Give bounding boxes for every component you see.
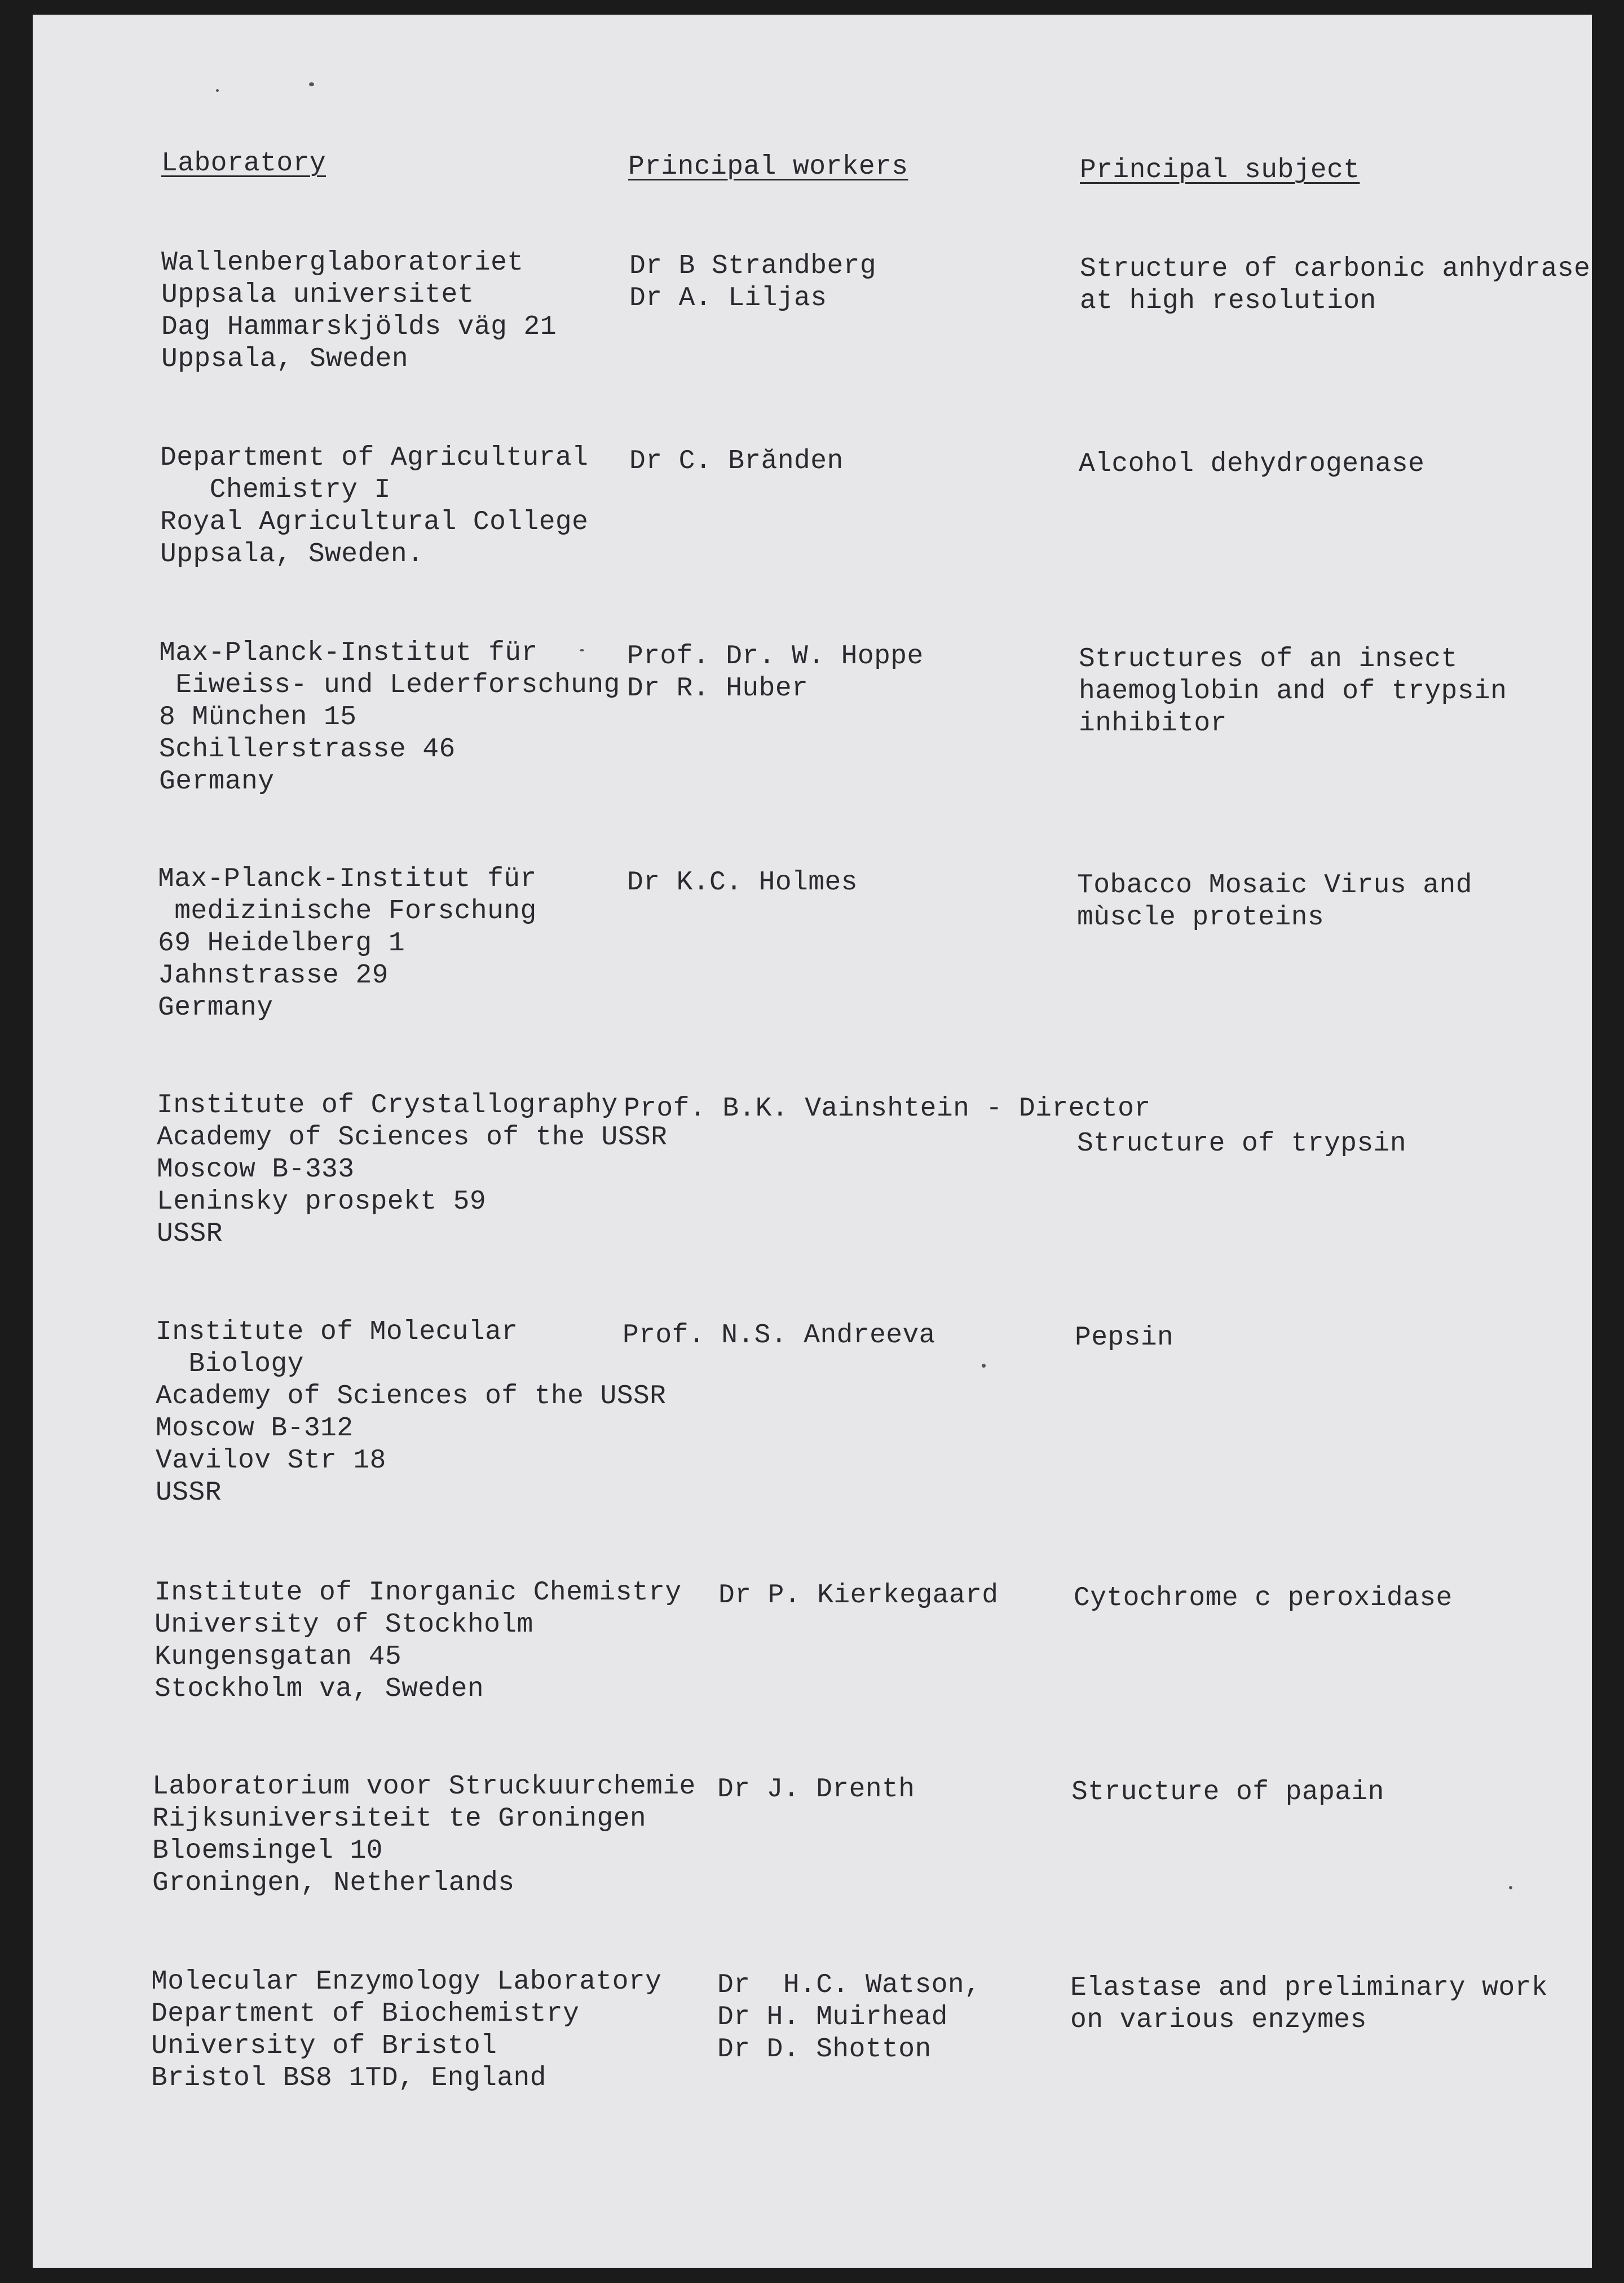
entry-subject: Structures of an insect haemoglobin and of trypsin inhibitor xyxy=(1079,644,1507,739)
entry-laboratory: Department of Agricultural Chemistry I Royal Agricultural College Uppsala, Sweden. xyxy=(160,443,589,570)
entry-workers: Dr K.C. Holmes xyxy=(627,867,858,898)
entry-laboratory: Max-Planck-Institut für medizinische Forschung 69 Heidelberg 1 Jahnstrasse 29 Germany xyxy=(158,864,537,1023)
header-laboratory: Laboratory xyxy=(161,148,326,179)
entry-subject: Cytochrome c peroxidase xyxy=(1074,1583,1453,1614)
entry-workers: Prof. Dr. W. Hoppe Dr R. Huber xyxy=(627,641,924,704)
entry-workers: Dr J. Drenth xyxy=(717,1774,915,1805)
entry-laboratory: Institute of Crystallography Academy of Sciences of the USSR Moscow B-333 Leninsky prospekt 59 USSR xyxy=(157,1090,668,1249)
entry-laboratory: Laboratorium voor Struckuurchemie Rijksuniversiteit te Groningen Bloemsingel 10 Groningen, Netherlands xyxy=(152,1771,696,1898)
entry-subject: Pepsin xyxy=(1075,1323,1174,1353)
entry-laboratory: Institute of Molecular Biology Academy of Sciences of the USSR Moscow B-312 Vavilov Str 18 USSR xyxy=(156,1317,667,1508)
entry-subject: Structure of papain xyxy=(1071,1777,1384,1808)
entry-workers: Dr P. Kierkegaard xyxy=(718,1580,999,1611)
entry-workers: Prof. N.S. Andreeva xyxy=(623,1320,935,1351)
paper-speck xyxy=(1509,1886,1512,1889)
entry-workers: Dr B Strandberg Dr A. Liljas xyxy=(629,251,877,314)
entry-workers: Dr C. Brănden xyxy=(629,446,844,477)
paper-speck xyxy=(982,1364,986,1368)
paper-speck xyxy=(216,89,219,92)
header-principal-subject: Principal subject xyxy=(1080,155,1360,186)
paper-speck xyxy=(309,82,314,86)
entry-workers: Dr H.C. Watson, Dr H. Muirhead Dr D. Shotton xyxy=(717,1970,981,2065)
entry-laboratory: Max-Planck-Institut für Eiweiss- und Lederforschung 8 München 15 Schillerstrasse 46 Germany xyxy=(159,638,620,797)
entry-laboratory: Institute of Inorganic Chemistry University of Stockholm Kungensgatan 45 Stockholm va, Sweden xyxy=(155,1577,682,1704)
header-principal-workers: Principal workers xyxy=(628,152,908,182)
document-page xyxy=(33,15,1592,2268)
entry-subject: Structure of trypsin xyxy=(1077,1129,1407,1159)
entry-subject: Elastase and preliminary work on various enzymes xyxy=(1070,1973,1548,2035)
entry-laboratory: Wallenberglaboratoriet Uppsala universitet Dag Hammarskjölds väg 21 Uppsala, Sweden xyxy=(161,248,557,374)
entry-subject: Structure of carbonic anhydrase at high resolution xyxy=(1080,254,1591,316)
entry-subject: Alcohol dehydrogenase xyxy=(1079,449,1425,479)
entry-laboratory: Molecular Enzymology Laboratory Department of Biochemistry University of Bristol Bristol BS8 1TD, England xyxy=(151,1967,662,2094)
entry-subject: Tobacco Mosaic Virus and mùscle proteins xyxy=(1077,870,1472,933)
entry-workers: Prof. B.K. Vainshtein - Director xyxy=(624,1094,1151,1124)
